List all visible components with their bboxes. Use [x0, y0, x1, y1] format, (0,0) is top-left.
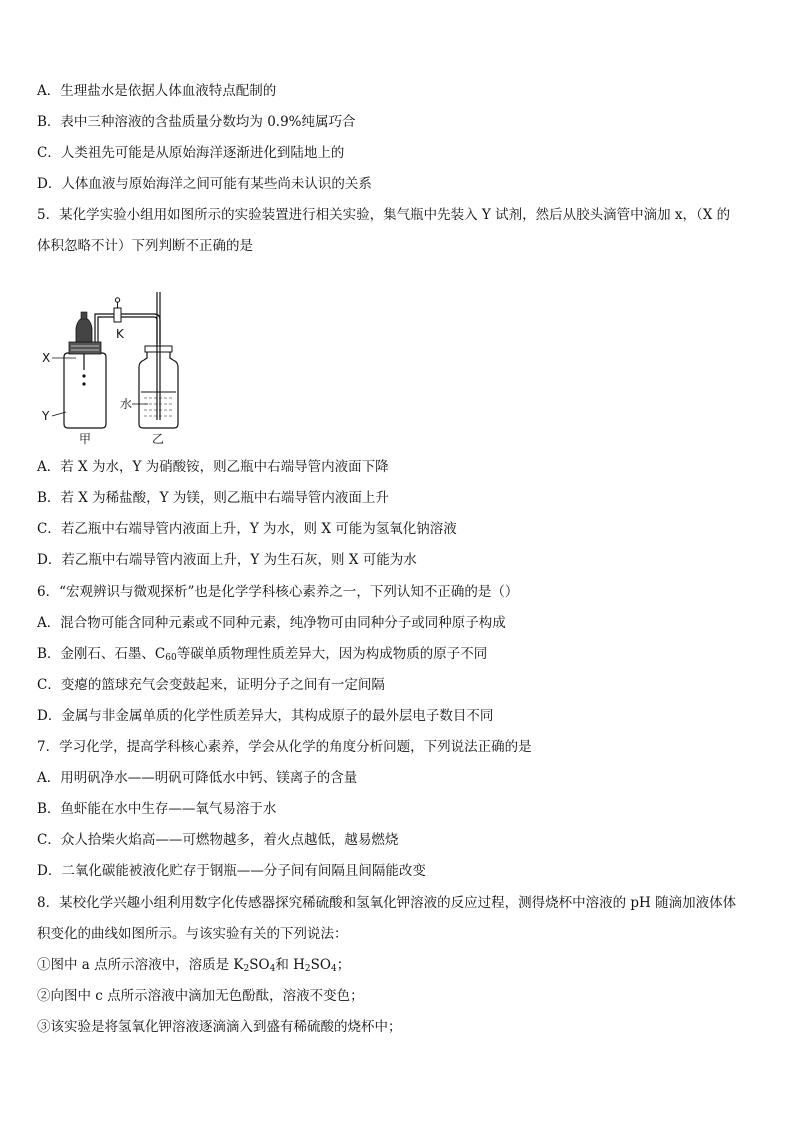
q5-stem-line1: 5．某化学实验小组用如图所示的实验装置进行相关实验，集气瓶中先装入 Y 试剂，然后从胶头滴管中滴加 x，（X 的 [37, 207, 731, 223]
q6-option-a: A．混合物可能含同种元素或不同种元素，纯净物可由同种分子或同种原子构成 [37, 615, 506, 631]
q8-statement-3: ③该实验是将氢氧化钾溶液逐滴滴入到盛有稀硫酸的烧杯中； [37, 1019, 402, 1035]
q6-option-b: B．金刚石、石墨、$C_{60}$等碳单质物理性质差异大，因为构成物质的原子不同 [37, 646, 488, 663]
q5-option-b: B．若 X 为稀盐酸，Y 为镁，则乙瓶中右端导管内液面上升 [37, 490, 389, 506]
q4-option-b: B．表中三种溶液的含盐质量分数均为 0.9%纯属巧合 [37, 114, 356, 130]
q5-option-d: D．若乙瓶中右端导管内液面上升，Y 为生石灰，则 X 可能为水 [37, 552, 417, 568]
label-jia: 甲 [79, 432, 92, 446]
label-x: X [42, 351, 51, 365]
q6-stem: 6．“宏观辨识与微观探析”也是化学学科核心素养之一，下列认知不正确的是（） [37, 584, 519, 600]
clamp-k [114, 308, 121, 322]
q7-option-b: B．鱼虾能在水中生存——氧气易溶于水 [37, 801, 277, 817]
q6-option-c: C．变瘪的篮球充气会变鼓起来，证明分子之间有一定间隔 [37, 677, 385, 693]
q5-stem-line2: 体积忽略不计）下列判断不正确的是 [37, 238, 253, 254]
apparatus-diagram [36, 292, 216, 447]
q8-statement-2: ②向图中 c 点所示溶液中滴加无色酚酞，溶液不变色； [37, 988, 364, 1004]
q4-option-c: C．人类祖先可能是从原始海洋逐渐进化到陆地上的 [37, 145, 345, 161]
stopper-jia [69, 342, 101, 354]
q5-option-c: C．若乙瓶中右端导管内液面上升，Y 为水，则 X 可能为氢氧化钠溶液 [37, 521, 457, 537]
q7-option-d: D．二氧化碳能被液化贮存于钢瓶——分子间有间隔且间隔能改变 [37, 863, 426, 879]
apparatus-figure [36, 292, 216, 447]
bottle-jia [64, 353, 106, 428]
label-yi: 乙 [152, 432, 165, 446]
q8-stem-line2: 积变化的曲线如图所示。与该实验有关的下列说法： [37, 926, 348, 942]
connecting-tube [95, 314, 160, 344]
q6-option-d: D．金属与非金属单质的化学性质差异大，其构成原子的最外层电子数目不同 [37, 708, 494, 724]
q4-option-d: D．人体血液与原始海洋之间可能有某些尚未认识的关系 [37, 176, 372, 192]
q4-option-a: A．生理盐水是依据人体血液特点配制的 [37, 83, 277, 99]
q8-stem-line1: 8．某校化学兴趣小组利用数字化传感器探究稀硫酸和氢氧化钾溶液的反应过程，测得烧杯中溶液的 pH 随滴加液体体 [37, 895, 737, 911]
label-y: Y [42, 409, 50, 423]
label-k: K [116, 327, 124, 341]
q7-stem: 7．学习化学，提高学科核心素养，学会从化学的角度分析问题，下列说法正确的是 [37, 739, 532, 755]
dropper-bulb [76, 318, 92, 342]
label-water: 水 [120, 397, 133, 411]
q7-option-a: A．用明矾净水——明矾可降低水中钙、镁离子的含量 [37, 770, 358, 786]
q5-option-a: A．若 X 为水，Y 为硝酸铵，则乙瓶中右端导管内液面下降 [37, 459, 389, 475]
q8-statement-1: ①图中 a 点所示溶液中，溶质是 $K_2SO_4$和 $H_2SO_4$； [37, 957, 351, 974]
q7-option-c: C．众人拾柴火焰高——可燃物越多，着火点越低，越易燃烧 [37, 832, 399, 848]
